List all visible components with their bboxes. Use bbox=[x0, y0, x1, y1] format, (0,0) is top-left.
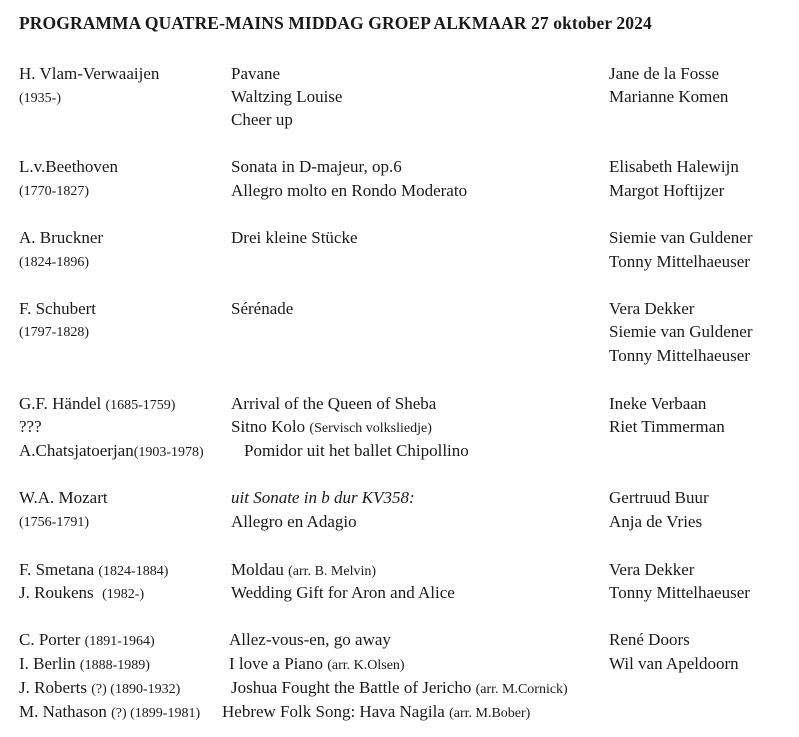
composer-name: I. Berlin bbox=[19, 654, 76, 673]
performer: Jane de la Fosse bbox=[609, 64, 720, 83]
piece-note: (arr. M.Cornick) bbox=[475, 682, 568, 697]
performer: Siemie van Guldener bbox=[609, 228, 753, 247]
composer-name: G.F. Händel bbox=[19, 394, 102, 413]
composer-dates: (1888-1989) bbox=[79, 658, 150, 673]
composer-line bbox=[19, 394, 175, 416]
composer-line bbox=[19, 560, 168, 582]
performer: Anja de Vries bbox=[609, 512, 703, 531]
piece-line bbox=[222, 702, 530, 724]
pieces-header: uit Sonate in b dur KV358: bbox=[231, 488, 415, 507]
composer-name: A. Bruckner bbox=[19, 228, 104, 247]
piece-title: Joshua Fought the Battle of Jericho bbox=[231, 678, 472, 697]
performer: Tonny Mittelhaeuser bbox=[609, 252, 750, 271]
piece-note: (arr. B. Melvin) bbox=[288, 564, 377, 579]
piece-title: Cheer up bbox=[231, 110, 293, 129]
composer-dates: (1891-1964) bbox=[84, 634, 155, 649]
composer-name: C. Porter bbox=[19, 630, 81, 649]
page-title: PROGRAMMA QUATRE-MAINS MIDDAG GROEP ALKMAAR 27 oktober 2024 bbox=[19, 13, 652, 33]
composer-dates: (1935-) bbox=[19, 91, 61, 106]
composer-line bbox=[19, 630, 155, 652]
piece-title: Drei kleine Stücke bbox=[231, 228, 358, 247]
composer-dates: (1982-) bbox=[102, 587, 145, 602]
composer-dates: (1685-1759) bbox=[105, 398, 176, 413]
composer-dates: (1903-1978) bbox=[133, 445, 204, 460]
composer-line bbox=[19, 583, 144, 605]
performer: Margot Hoftijzer bbox=[609, 181, 725, 200]
composer-dates: (1770-1827) bbox=[19, 184, 89, 199]
composer-dates: (1824-1896) bbox=[19, 255, 89, 270]
piece-title: Arrival of the Queen of Sheba bbox=[231, 394, 437, 413]
piece-title: Pomidor uit het ballet Chipollino bbox=[244, 441, 469, 460]
piece-title: Hebrew Folk Song: Hava Nagila bbox=[222, 702, 445, 721]
performer: Wil van Apeldoorn bbox=[609, 654, 739, 673]
composer-name: W.A. Mozart bbox=[19, 488, 108, 507]
piece-line bbox=[231, 417, 432, 439]
piece-note: (arr. K.Olsen) bbox=[327, 658, 405, 673]
composer-dates: (?) (1890-1932) bbox=[91, 682, 181, 697]
composer-line bbox=[19, 702, 200, 724]
composer-name: M. Nathason bbox=[19, 702, 107, 721]
piece-title: Pavane bbox=[231, 64, 281, 83]
composer-name: F. Smetana bbox=[19, 560, 95, 579]
composer-dates: (1797-1828) bbox=[19, 325, 89, 340]
performer: Ineke Verbaan bbox=[609, 394, 707, 413]
piece-title: I love a Piano bbox=[229, 654, 323, 673]
performer: Elisabeth Halewijn bbox=[609, 157, 739, 176]
composer-dates: (?) (1899-1981) bbox=[111, 706, 201, 721]
performer: René Doors bbox=[609, 630, 690, 649]
piece-title: Waltzing Louise bbox=[231, 87, 343, 106]
piece-title: Sitno Kolo bbox=[231, 417, 306, 436]
composer-name: J. Roukens bbox=[19, 583, 94, 602]
performer: Marianne Komen bbox=[609, 87, 729, 106]
composer-line bbox=[19, 441, 204, 463]
piece-line bbox=[231, 560, 376, 582]
composer-name: J. Roberts bbox=[19, 678, 87, 697]
composer-name: A.Chatsjatoerjan bbox=[19, 441, 134, 460]
piece-note: (Servisch volksliedje) bbox=[309, 421, 432, 436]
piece-title: Sonata in D-majeur, op.6 bbox=[231, 157, 402, 176]
piece-note: (arr. M.Bober) bbox=[449, 706, 531, 721]
piece-title: Sérénade bbox=[231, 299, 294, 318]
performer: Vera Dekker bbox=[609, 299, 695, 318]
composer-name: F. Schubert bbox=[19, 299, 97, 318]
piece-line bbox=[231, 678, 568, 700]
performer: Riet Timmerman bbox=[609, 417, 725, 436]
composer-name: L.v.Beethoven bbox=[19, 157, 118, 176]
piece-title: Allegro en Adagio bbox=[231, 512, 357, 531]
performer: Tonny Mittelhaeuser bbox=[609, 583, 750, 602]
composer-line bbox=[19, 654, 150, 676]
piece-title: Moldau bbox=[231, 560, 284, 579]
performer: Siemie van Guldener bbox=[609, 322, 753, 341]
composer-dates: (1824-1884) bbox=[98, 564, 169, 579]
performer: Vera Dekker bbox=[609, 560, 695, 579]
composer-dates: (1756-1791) bbox=[19, 515, 89, 530]
composer-name: ??? bbox=[19, 417, 42, 436]
piece-title: Wedding Gift for Aron and Alice bbox=[231, 583, 455, 602]
composer-line bbox=[19, 678, 180, 700]
piece-title: Allez-vous-en, go away bbox=[229, 630, 391, 649]
performer: Tonny Mittelhaeuser bbox=[609, 346, 750, 365]
composer-name: H. Vlam-Verwaaijen bbox=[19, 64, 160, 83]
performer: Gertruud Buur bbox=[609, 488, 709, 507]
piece-title: Allegro molto en Rondo Moderato bbox=[231, 181, 468, 200]
piece-line bbox=[229, 654, 405, 676]
